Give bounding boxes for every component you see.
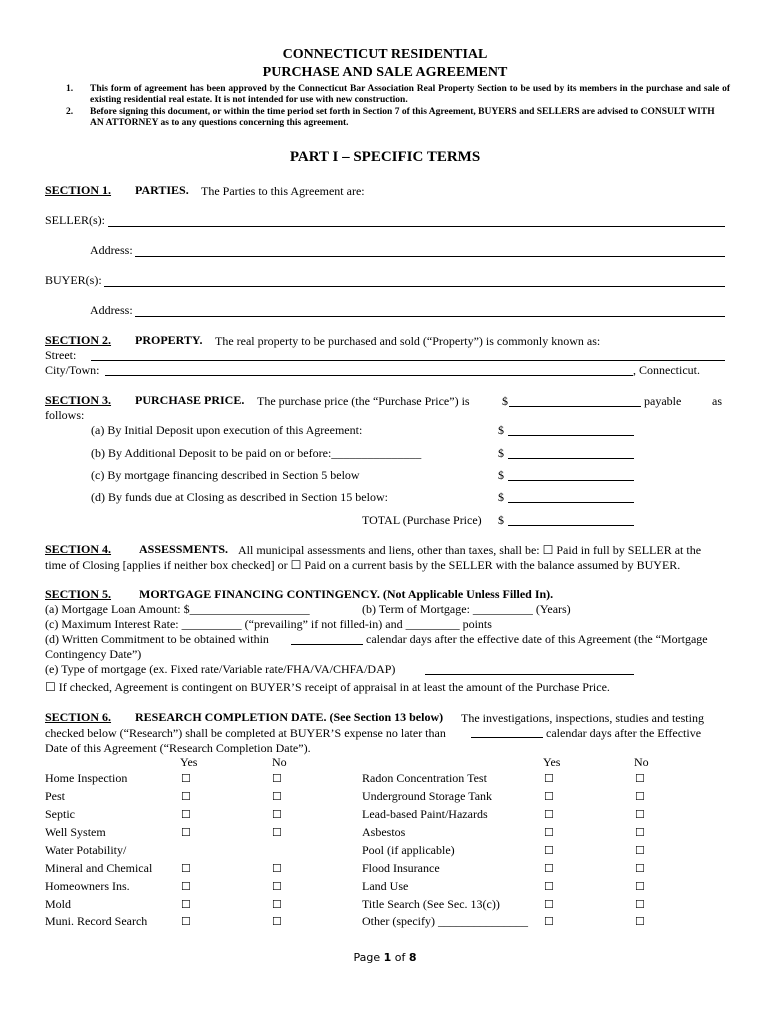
initial-deposit-field[interactable] bbox=[508, 435, 634, 436]
research-yes-checkbox[interactable]: ☐ bbox=[544, 899, 554, 911]
total-dollar: $ bbox=[498, 513, 504, 527]
commitment-days-field[interactable] bbox=[291, 644, 363, 645]
section-1-text: The Parties to this Agreement are: bbox=[201, 184, 365, 198]
section-2-heading: PROPERTY. bbox=[135, 333, 203, 347]
research-yes-checkbox[interactable]: ☐ bbox=[544, 845, 554, 857]
research-item-label: Septic bbox=[45, 807, 75, 821]
section-6-line2a: checked below (“Research”) shall be completed at BUYER’S expense no later than bbox=[45, 726, 446, 740]
research-item-label: Water Potability/ bbox=[45, 843, 127, 857]
section-6-line2b: calendar days after the Effective bbox=[546, 726, 702, 740]
buyer-label: BUYER(s): bbox=[45, 273, 102, 287]
mortgage-term[interactable]: (b) Term of Mortgage: __________ (Years) bbox=[362, 602, 571, 616]
buyer-address-label: Address: bbox=[90, 303, 133, 317]
as-text: as bbox=[712, 394, 722, 408]
section-6-line3: Date of this Agreement (“Research Completion Date”). bbox=[45, 741, 311, 755]
research-yes-checkbox[interactable]: ☐ bbox=[544, 863, 554, 875]
buyer-address-field[interactable] bbox=[135, 316, 725, 317]
section-1-heading: PARTIES. bbox=[135, 183, 189, 197]
research-days-field[interactable] bbox=[471, 737, 543, 738]
research-item-label: Lead-based Paint/Hazards bbox=[362, 807, 488, 821]
mortgage-type-label: (e) Type of mortgage (ex. Fixed rate/Variable rate/FHA/VA/CHFA/DAP) bbox=[45, 662, 396, 676]
section-2-label: SECTION 2. bbox=[45, 333, 112, 347]
research-no-checkbox[interactable]: ☐ bbox=[272, 916, 282, 928]
buyer-field[interactable] bbox=[104, 286, 725, 287]
payable-text: payable bbox=[644, 394, 682, 408]
section-3-heading: PURCHASE PRICE. bbox=[135, 393, 245, 407]
research-yes-checkbox[interactable]: ☐ bbox=[544, 881, 554, 893]
appraisal-contingency-checkbox[interactable]: ☐ If checked, Agreement is contingent on BUYER’S receipt of appraisal in at least the amount of the Purchase Price. bbox=[45, 680, 610, 694]
research-yes-checkbox[interactable]: ☐ bbox=[544, 809, 554, 821]
research-item-label: Underground Storage Tank bbox=[362, 789, 493, 803]
research-yes-checkbox[interactable]: ☐ bbox=[181, 809, 191, 821]
purchase-price-dollar: $ bbox=[502, 394, 508, 408]
seller-label: SELLER(s): bbox=[45, 213, 105, 227]
section-5-label: SECTION 5. bbox=[45, 587, 112, 601]
yes-header-left: Yes bbox=[180, 755, 198, 769]
seller-address-label: Address: bbox=[90, 243, 133, 257]
document-title-line2: PURCHASE AND SALE AGREEMENT bbox=[262, 65, 508, 80]
section-5-heading: MORTGAGE FINANCING CONTINGENCY. (Not Applicable Unless Filled In). bbox=[139, 587, 554, 601]
part-heading: PART I – SPECIFIC TERMS bbox=[289, 149, 481, 165]
closing-funds-dollar: $ bbox=[498, 490, 504, 504]
research-item-label: Home Inspection bbox=[45, 771, 128, 785]
research-yes-checkbox[interactable]: ☐ bbox=[181, 791, 191, 803]
research-no-checkbox[interactable]: ☐ bbox=[635, 916, 645, 928]
research-no-checkbox[interactable]: ☐ bbox=[635, 863, 645, 875]
mortgage-loan-amount[interactable]: (a) Mortgage Loan Amount: $____________________ bbox=[45, 602, 310, 616]
research-item-label: Flood Insurance bbox=[362, 861, 440, 875]
closing-funds-label: (d) By funds due at Closing as described in Section 15 below: bbox=[91, 490, 388, 504]
connecticut-suffix: , Connecticut. bbox=[633, 363, 700, 377]
seller-address-field[interactable] bbox=[135, 256, 725, 257]
research-no-checkbox[interactable]: ☐ bbox=[635, 809, 645, 821]
research-item-label: Muni. Record Search bbox=[45, 914, 148, 928]
mortgage-financing-field[interactable] bbox=[508, 480, 634, 481]
research-no-checkbox[interactable]: ☐ bbox=[635, 881, 645, 893]
section-6-label: SECTION 6. bbox=[45, 710, 112, 724]
additional-deposit-field[interactable] bbox=[508, 458, 634, 459]
follows-text: follows: bbox=[45, 408, 85, 422]
page-number: 1 bbox=[383, 951, 392, 964]
section-6-heading: RESEARCH COMPLETION DATE. (See Section 13 below) bbox=[135, 710, 444, 724]
research-no-checkbox[interactable]: ☐ bbox=[272, 881, 282, 893]
research-yes-checkbox[interactable]: ☐ bbox=[544, 916, 554, 928]
section-4-line1: All municipal assessments and liens, other than taxes, shall be: ☐ Paid in full by SELLER at the bbox=[238, 543, 702, 557]
initial-deposit-dollar: $ bbox=[498, 423, 504, 437]
research-no-checkbox[interactable]: ☐ bbox=[272, 809, 282, 821]
research-no-checkbox[interactable]: ☐ bbox=[272, 773, 282, 785]
research-item-label: Homeowners Ins. bbox=[45, 879, 130, 893]
city-field[interactable] bbox=[105, 375, 633, 376]
additional-deposit-label: (b) By Additional Deposit to be paid on or before:_______________ bbox=[91, 446, 422, 460]
research-item-label: Radon Concentration Test bbox=[362, 771, 487, 785]
research-no-checkbox[interactable]: ☐ bbox=[635, 773, 645, 785]
research-yes-checkbox[interactable]: ☐ bbox=[181, 863, 191, 875]
section-4-heading: ASSESSMENTS. bbox=[139, 542, 229, 556]
research-yes-checkbox[interactable]: ☐ bbox=[544, 791, 554, 803]
street-field[interactable] bbox=[91, 360, 725, 361]
page-total: 8 bbox=[408, 951, 417, 964]
section-2-text: The real property to be purchased and sold (“Property”) is commonly known as: bbox=[215, 334, 601, 348]
note-number-2: 2. bbox=[66, 107, 74, 117]
closing-funds-field[interactable] bbox=[508, 502, 634, 503]
note-number-1: 1. bbox=[66, 84, 74, 94]
street-label: Street: bbox=[45, 348, 77, 362]
section-1-label: SECTION 1. bbox=[45, 183, 112, 197]
written-commitment-text-3: Contingency Date”) bbox=[45, 647, 142, 661]
page-word: Page bbox=[353, 951, 381, 964]
purchase-price-field[interactable] bbox=[509, 406, 641, 407]
research-item-label: Pool (if applicable) bbox=[362, 843, 455, 857]
research-yes-checkbox[interactable]: ☐ bbox=[181, 916, 191, 928]
section-6-line1: The investigations, inspections, studies and testing bbox=[461, 711, 704, 725]
no-header-right: No bbox=[634, 755, 649, 769]
section-4-line2: time of Closing [applies if neither box checked] or ☐ Paid on a current basis by the SELLER with the balance assumed by BUYER. bbox=[45, 558, 681, 572]
research-no-checkbox[interactable]: ☐ bbox=[635, 845, 645, 857]
section-3-label: SECTION 3. bbox=[45, 393, 112, 407]
additional-deposit-dollar: $ bbox=[498, 446, 504, 460]
total-field[interactable] bbox=[508, 525, 634, 526]
yes-header-right: Yes bbox=[543, 755, 561, 769]
section-3-text: The purchase price (the “Purchase Price”) is bbox=[257, 394, 470, 408]
of-word: of bbox=[394, 951, 406, 964]
research-yes-checkbox[interactable]: ☐ bbox=[181, 899, 191, 911]
written-commitment-text-2: calendar days after the effective date of this Agreement (the “Mortgage bbox=[366, 632, 708, 646]
note-text-1: This form of agreement has been approved by the Connecticut Bar Association Real Property Section to be used by its members in the purchase and sale of existing residential real estate. It is not intended for use with new construction. bbox=[90, 84, 730, 105]
research-item-label: Pest bbox=[45, 789, 66, 803]
no-header-left: No bbox=[272, 755, 287, 769]
mortgage-financing-dollar: $ bbox=[498, 468, 504, 482]
research-yes-checkbox[interactable]: ☐ bbox=[544, 773, 554, 785]
research-item-label: Title Search (See Sec. 13(c)) bbox=[362, 897, 500, 911]
research-item-label: Asbestos bbox=[362, 825, 406, 839]
mortgage-financing-label: (c) By mortgage financing described in Section 5 below bbox=[91, 468, 360, 482]
document-title-line1: CONNECTICUT RESIDENTIAL bbox=[282, 47, 488, 62]
section-4-label: SECTION 4. bbox=[45, 542, 112, 556]
maximum-interest-rate[interactable]: (c) Maximum Interest Rate: __________ (“prevailing” if not filled-in) and _________ points bbox=[45, 617, 492, 631]
page-footer bbox=[0, 951, 770, 964]
research-item-label: Well System bbox=[45, 825, 106, 839]
research-item-label: Mold bbox=[45, 897, 72, 911]
research-yes-checkbox[interactable]: ☐ bbox=[181, 773, 191, 785]
research-yes-checkbox[interactable]: ☐ bbox=[181, 827, 191, 839]
research-no-checkbox[interactable]: ☐ bbox=[272, 827, 282, 839]
city-label: City/Town: bbox=[45, 363, 100, 377]
research-item-label: Mineral and Chemical bbox=[45, 861, 153, 875]
seller-field[interactable] bbox=[108, 226, 725, 227]
written-commitment-text: (d) Written Commitment to be obtained within bbox=[45, 632, 269, 646]
research-no-checkbox[interactable]: ☐ bbox=[272, 791, 282, 803]
research-yes-checkbox[interactable]: ☐ bbox=[181, 881, 191, 893]
total-label: TOTAL (Purchase Price) bbox=[362, 513, 482, 527]
mortgage-type-field[interactable] bbox=[425, 674, 634, 675]
research-no-checkbox[interactable]: ☐ bbox=[635, 899, 645, 911]
initial-deposit-label: (a) By Initial Deposit upon execution of this Agreement: bbox=[91, 423, 363, 437]
research-no-checkbox[interactable]: ☐ bbox=[635, 791, 645, 803]
research-yes-checkbox[interactable]: ☐ bbox=[544, 827, 554, 839]
note-text-2: Before signing this document, or within the time period set forth in Section 7 of this Agreement, BUYERS and SELLERS are advised to CONSULT WITH AN ATTORNEY as to any questions concerning this agreement. bbox=[90, 107, 715, 128]
research-no-checkbox[interactable]: ☐ bbox=[635, 827, 645, 839]
research-item-label: Other (specify) _______________ bbox=[362, 914, 528, 928]
research-no-checkbox[interactable]: ☐ bbox=[272, 863, 282, 875]
research-item-label: Land Use bbox=[362, 879, 409, 893]
research-no-checkbox[interactable]: ☐ bbox=[272, 899, 282, 911]
